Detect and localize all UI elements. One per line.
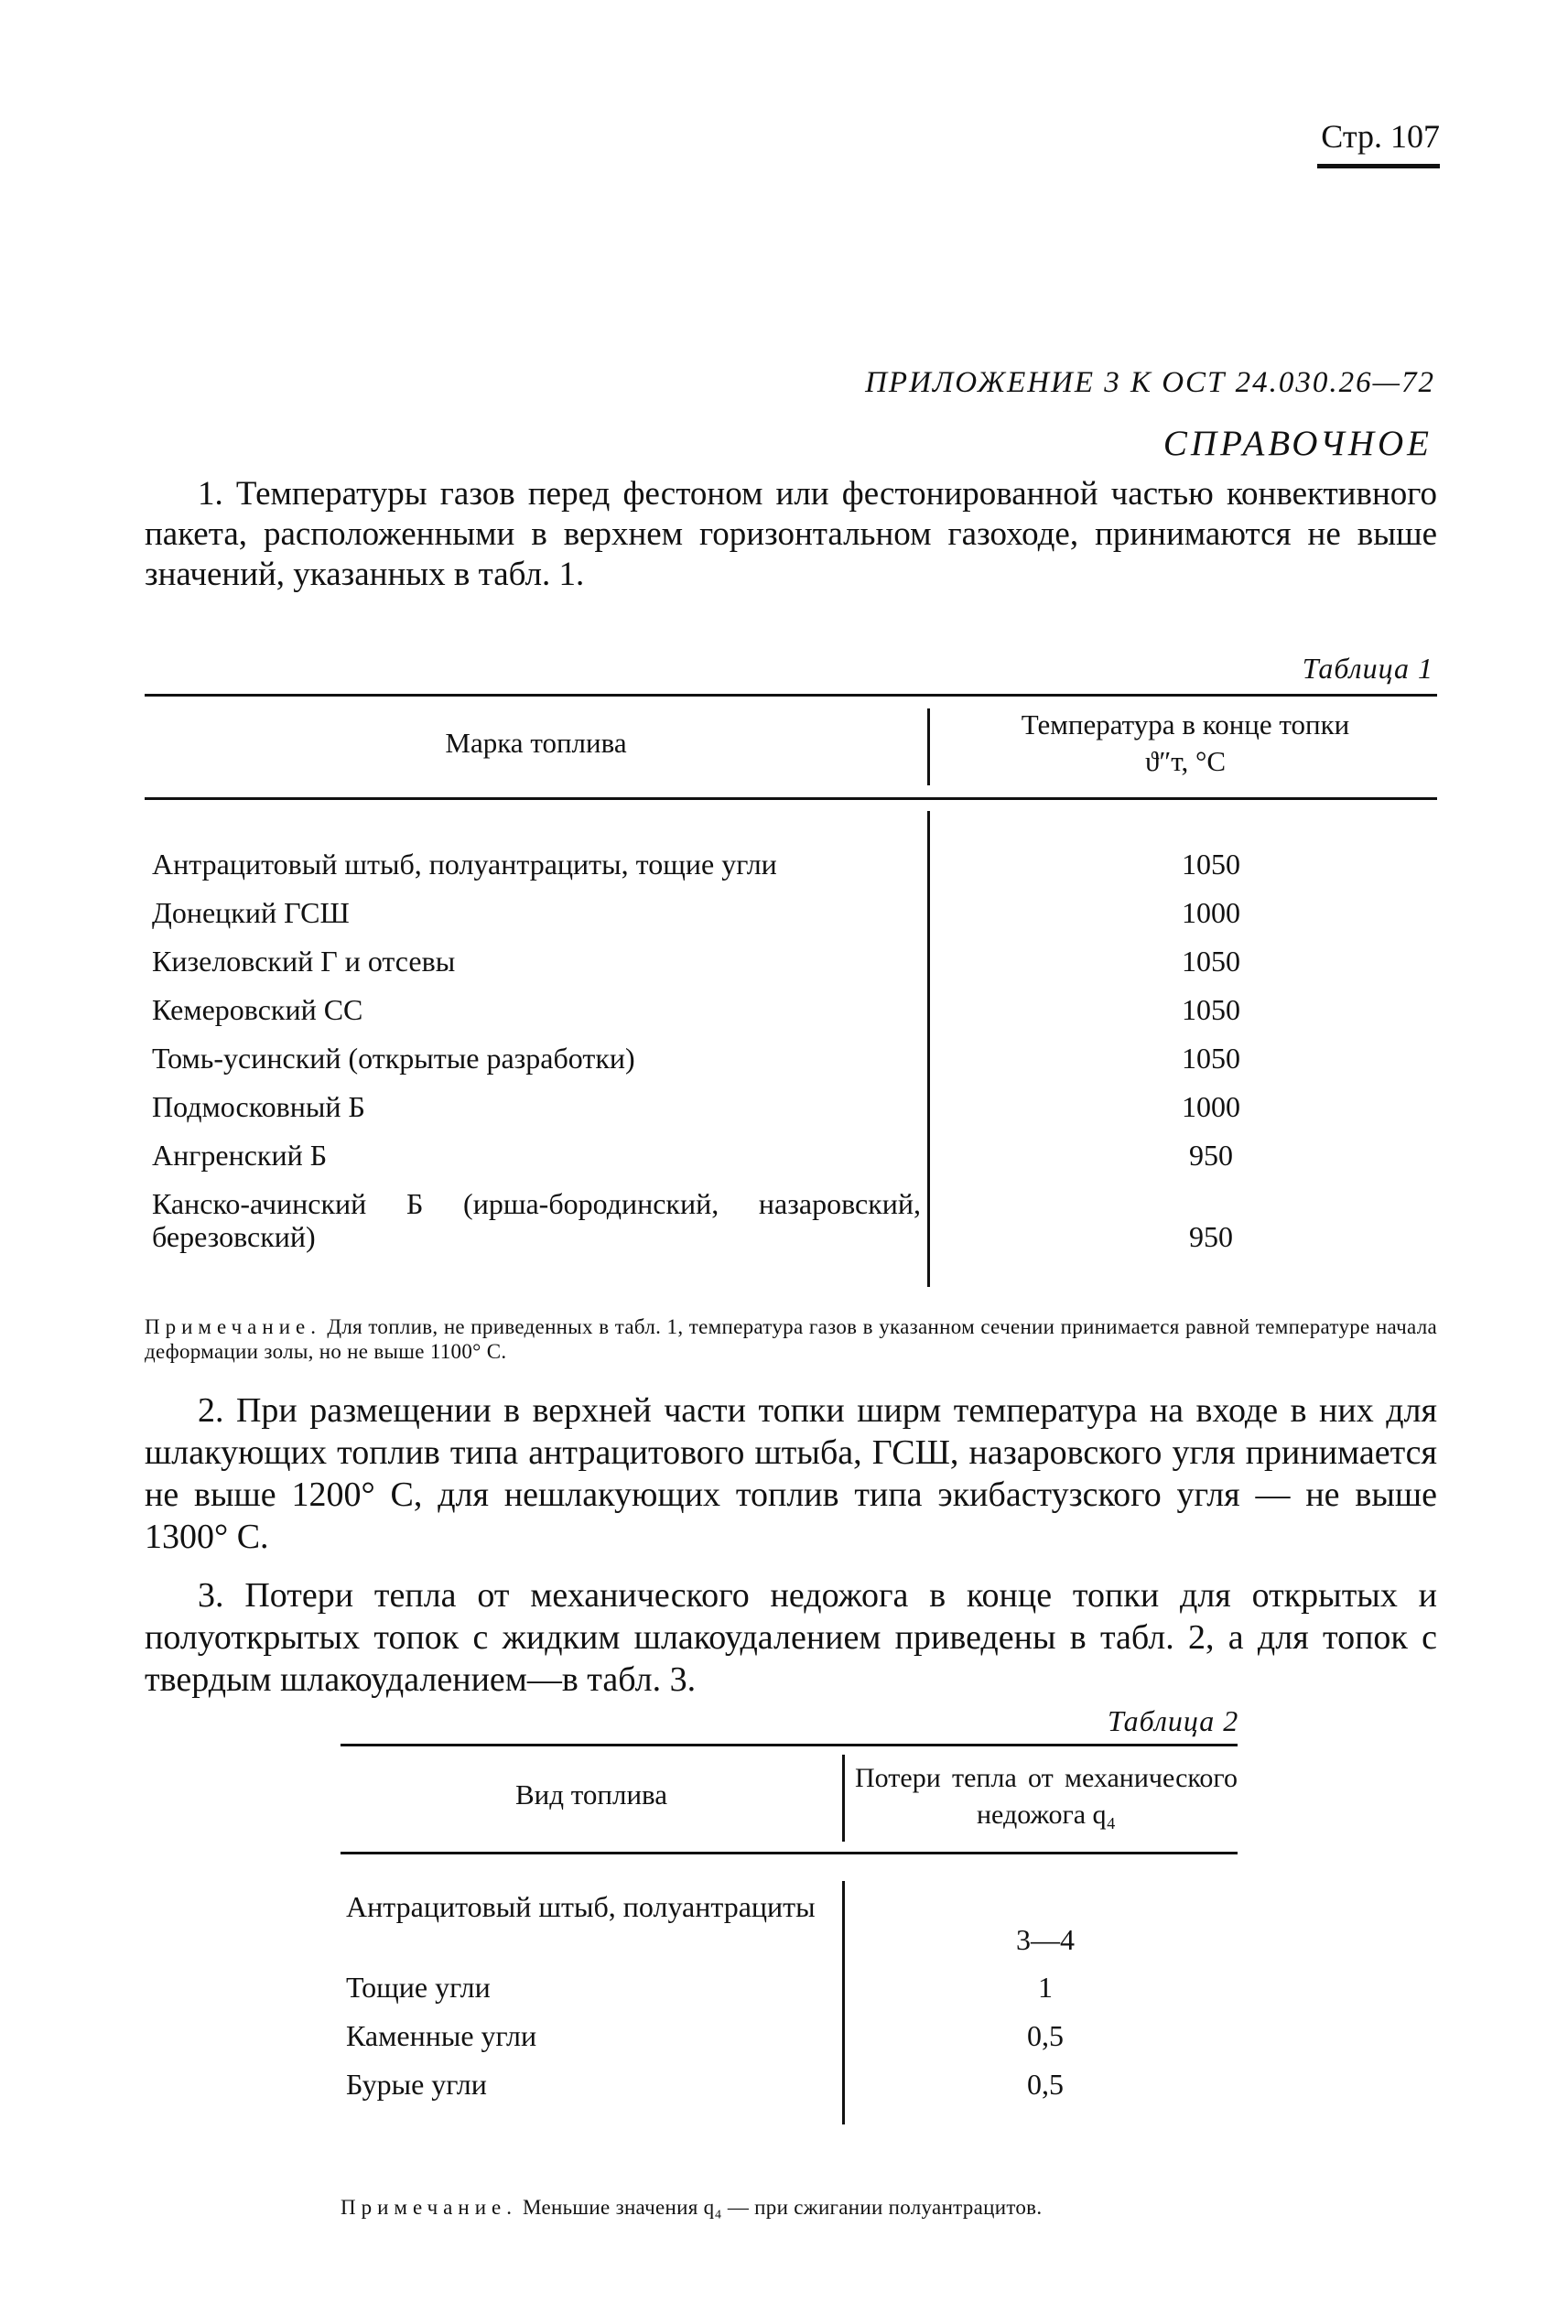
table1-row-value: 1000 — [1182, 896, 1240, 929]
table2-header-divider — [842, 1755, 845, 1842]
table2-note-text: Меньшие значения q₄ — при сжигании полуантрацитов. — [523, 2196, 1043, 2219]
table1-caption: Таблица 1 — [1302, 652, 1433, 685]
table1-top-rule — [145, 694, 1437, 697]
table1-row-fuel: Кизеловский Г и отсевы — [152, 945, 456, 978]
page-number-underline — [1317, 164, 1440, 168]
table2-row-value: 0,5 — [1027, 2019, 1064, 2052]
table-1 — [145, 694, 1437, 1289]
table1-row-fuel: Кемеровский СС — [152, 993, 363, 1026]
table1-row-value: 1050 — [1182, 993, 1240, 1026]
appendix-title: ПРИЛОЖЕНИЕ 3 К ОСТ 24.030.26—72 — [865, 366, 1435, 399]
table1-row-fuel: Донецкий ГСШ — [152, 896, 350, 929]
table1-row-fuel: Канско-ачинский Б (ирша-бородинский, назаровский, березовский) — [152, 1187, 921, 1253]
table2-row-fuel: Бурые угли — [346, 2068, 487, 2101]
table2-row-value: 3—4 — [1016, 1923, 1075, 1956]
table2-header-rule — [341, 1852, 1238, 1854]
table1-row-value: 1050 — [1182, 848, 1240, 881]
table2-row-fuel: Антрацитовый штыб, полуантрациты — [346, 1890, 816, 1923]
table2-body-divider — [842, 1881, 845, 2124]
table1-header-divider — [927, 708, 930, 785]
table2-top-rule — [341, 1744, 1238, 1746]
appendix-type: СПРАВОЧНОЕ — [1162, 424, 1433, 463]
table1-body-divider — [927, 811, 930, 1287]
table2-row-value: 1 — [1038, 1971, 1053, 2004]
table1-row-fuel: Антрацитовый штыб, полуантрациты, тощие угли — [152, 848, 777, 881]
table1-row-fuel: Ангренский Б — [152, 1139, 328, 1172]
table1-row-value: 1000 — [1182, 1090, 1240, 1123]
table1-header-fuel: Марка топлива — [445, 727, 627, 759]
table2-caption: Таблица 2 — [1108, 1704, 1239, 1737]
table1-header-temp-line2: ϑ″т, °C — [1144, 745, 1227, 777]
table1-row-fuel: Подмосковный Б — [152, 1090, 365, 1123]
table1-row-value: 1050 — [1182, 1042, 1240, 1075]
table2-row-fuel: Тощие угли — [346, 1971, 491, 2004]
table2-header-fuel: Вид топлива — [514, 1778, 668, 1811]
table2-row-value: 0,5 — [1027, 2068, 1064, 2101]
table-2 — [341, 1744, 1238, 2137]
table2-row-fuel: Каменные угли — [346, 2019, 537, 2052]
table2-note — [341, 2195, 1238, 2220]
paragraph-2: 2. При размещении в верхней части топки ширм температура на входе в них для шлакующих топлив типа антрацитового штыба, ГСШ, назаровского угля принимается не выше 1200° С, для нешлакующих топлив типа экибастузского угля — не выше 1300° С. — [145, 1391, 1437, 1556]
table1-note-text: Для топлив, не приведенных в табл. 1, температура газов в указанном сечении принимается равной температуре начала деформации золы, но не выше 1100° С. — [145, 1315, 1437, 1363]
table2-note-label: Примечание. — [341, 2196, 517, 2219]
table1-row-value: 950 — [1189, 1220, 1233, 1253]
table1-note — [145, 1314, 1437, 1364]
paragraph-3: 3. Потери тепла от механического недожога в конце топки для открытых и полуоткрытых топок с жидким шлакоудалением приведены в табл. 2, а для топок с твердым шлакоудалением—в табл. 3. — [145, 1576, 1437, 1699]
table1-row-value: 1050 — [1182, 945, 1240, 978]
table1-header-temp — [934, 707, 1437, 780]
table2-header-loss: Потери тепла от механического недожога q₄ — [855, 1763, 1238, 1830]
table1-row-value: 950 — [1189, 1139, 1233, 1172]
table1-header-temp-line1: Температура в конце топки — [1021, 708, 1350, 740]
paragraph-1: 1. Температуры газов перед фестоном или фестонированной частью конвективного пакета, расположенными в верхнем горизонтальном газоходе, принимаются не выше значений, указанных в табл. 1. — [145, 475, 1437, 593]
table1-row-fuel: Томь-усинский (открытые разработки) — [152, 1042, 635, 1075]
page-number: Стр. 107 — [1321, 117, 1440, 156]
table1-note-label: Примечание. — [145, 1315, 321, 1338]
table1-header-rule — [145, 797, 1437, 800]
